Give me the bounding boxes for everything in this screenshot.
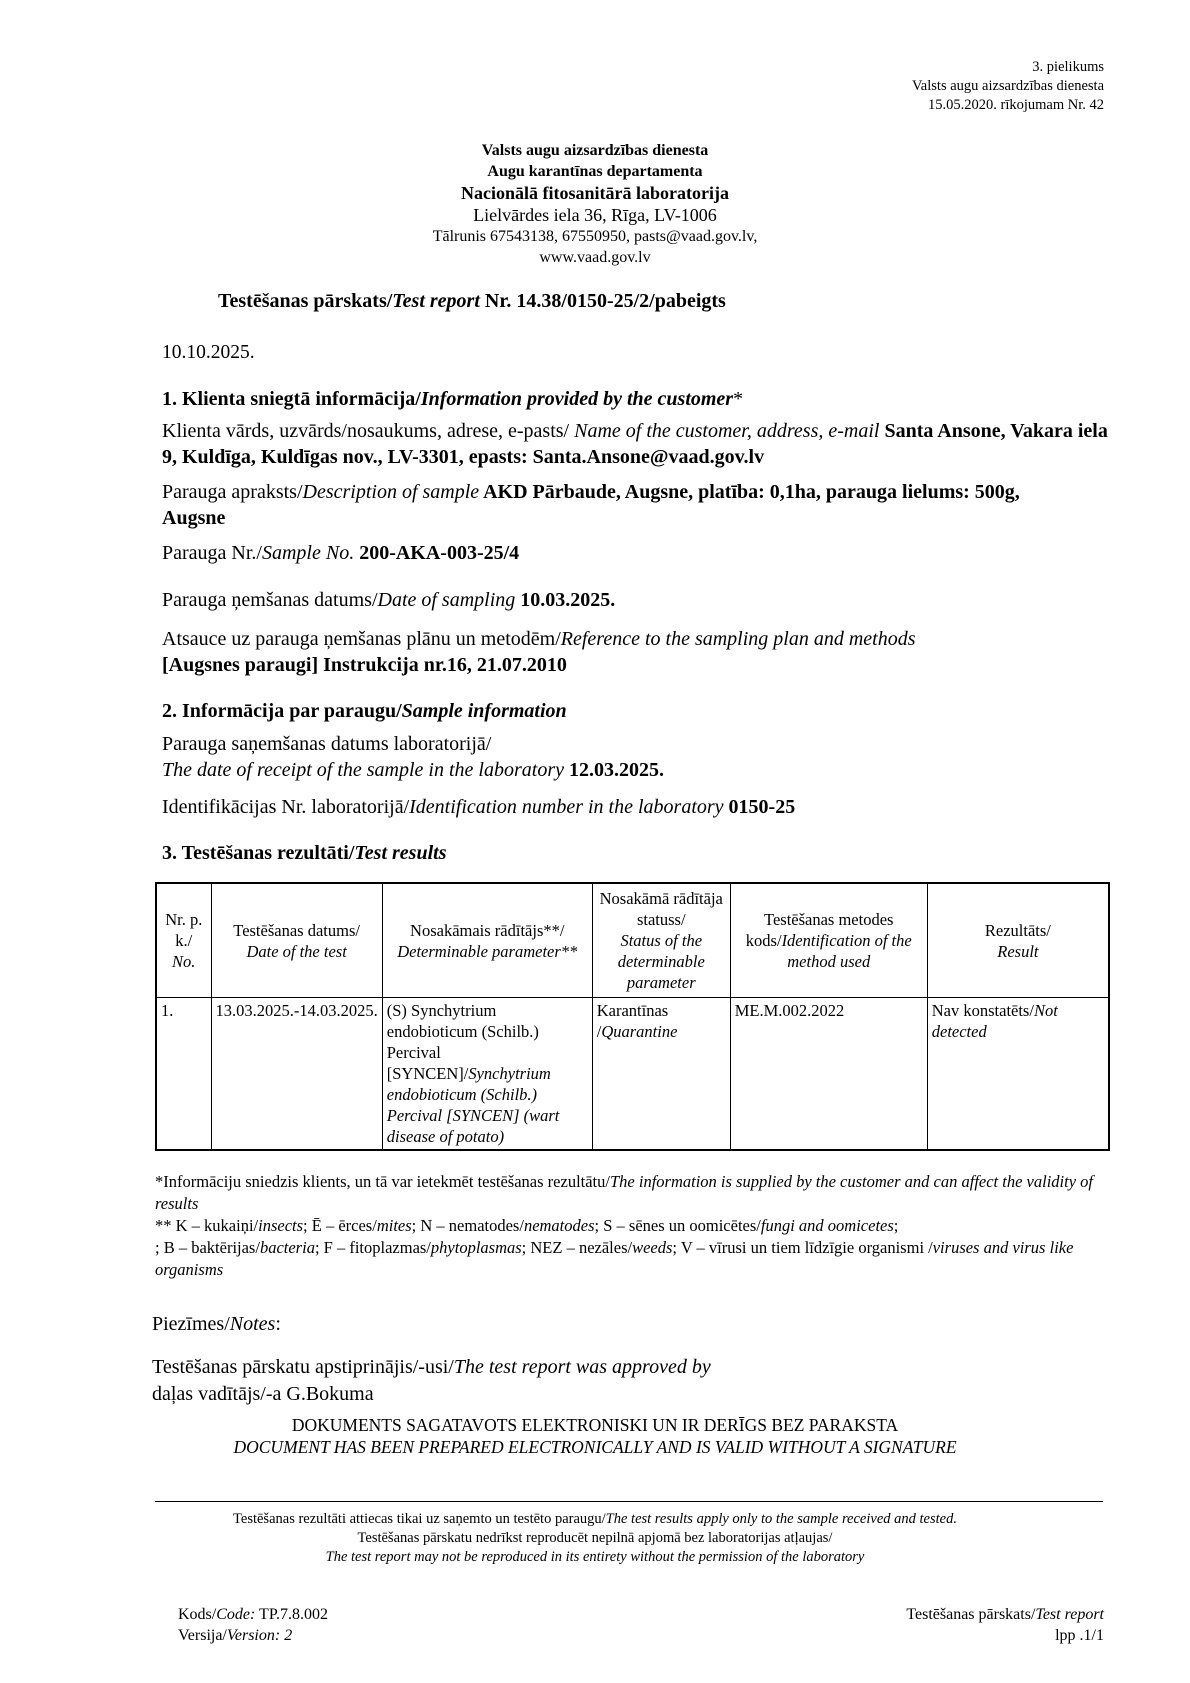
fn-s-en: fungi and oomicetes xyxy=(760,1216,894,1235)
fn-k: ** K – kukaiņi/ xyxy=(155,1216,259,1235)
lab-identification xyxy=(162,794,1122,820)
organization-header xyxy=(0,140,1190,268)
document-code xyxy=(178,1604,328,1646)
notes-lv: Piezīmes/ xyxy=(152,1313,230,1335)
notes xyxy=(152,1313,281,1336)
header-date-en: Date of the test xyxy=(246,941,347,961)
section-1-heading-en: Information provided by the customer xyxy=(420,388,734,410)
cell-param-lv: (S) Synchytrium endobioticum (Schilb.) Percival [SYNCEN]/ xyxy=(386,1001,539,1083)
sample-desc-label-en: Description of sample xyxy=(302,481,480,503)
disclaimer-1-en: The test results apply only to the sample received and tested. xyxy=(605,1511,957,1527)
laboratory-name: Nacionālā fitosanitārā laboratorija xyxy=(461,183,729,203)
org-name: Valsts augu aizsardzības dienesta xyxy=(481,142,709,159)
fn-n: ; N – nematodes/ xyxy=(411,1216,524,1235)
notes-en: Notes xyxy=(229,1313,276,1335)
fn-nez: ; NEZ – nezāles/ xyxy=(521,1238,633,1257)
cell-param-en: Synchytrium endobioticum (Schilb.) Percival [SYNCEN] (wart disease of potato) xyxy=(386,1064,560,1146)
sampling-date-label-lv: Parauga ņemšanas datums/ xyxy=(162,589,378,611)
cell-result xyxy=(927,998,1109,1151)
fn-b: ; B – baktērijas/ xyxy=(155,1238,260,1257)
customer-value: Santa Ansone, Vakara iela 9, Kuldīga, Kuldīgas nov., LV-3301, epasts: Santa.Ansone@vaad.gov.lv xyxy=(162,420,1108,468)
header-result xyxy=(927,883,1109,998)
header-result-lv: Rezultāts/ xyxy=(984,920,1051,940)
disclaimer-3: The test report may not be reproduced in its entirety without the permission of the laboratory xyxy=(325,1549,865,1565)
approval-en: The test report was approved by xyxy=(453,1356,711,1378)
code-label-en: Code: xyxy=(216,1606,256,1623)
id-value: 0150-25 xyxy=(723,796,796,818)
approval xyxy=(152,1354,711,1408)
header-parameter xyxy=(382,883,592,998)
cell-status-en: Quarantine xyxy=(601,1022,678,1041)
fn-b-en: bacteria xyxy=(259,1238,315,1257)
fn-e-en: mites xyxy=(376,1216,412,1235)
table-row xyxy=(156,998,1109,1151)
header-method xyxy=(730,883,927,998)
cell-nr: 1. xyxy=(156,998,211,1151)
annex-line-2: Valsts augu aizsardzības dienesta xyxy=(911,78,1104,94)
code-label-lv: Kods/ xyxy=(178,1606,217,1623)
section-3-heading xyxy=(162,840,1122,866)
table-header-row xyxy=(156,883,1109,998)
electronic-notice-lv: DOKUMENTS SAGATAVOTS ELEKTRONISKI UN IR DERĪGS BEZ PARAKSTA xyxy=(291,1415,899,1435)
footer-report-lv: Testēšanas pārskats/ xyxy=(906,1606,1036,1623)
fn-n-en: nematodes xyxy=(523,1216,595,1235)
header-nr-lv: Nr. p. k./ xyxy=(165,910,203,950)
plan-label-lv: Atsauce uz parauga ņemšanas plānu un metodēm/ xyxy=(162,628,561,650)
header-result-en: Result xyxy=(997,941,1039,961)
page-info xyxy=(906,1604,1104,1646)
section-1-heading-lv: 1. Klienta sniegtā informācija/ xyxy=(162,388,421,410)
fn-v: ; V – vīrusi un tiem līdzīgie organismi / xyxy=(672,1238,933,1257)
id-label-lv: Identifikācijas Nr. laboratorijā/ xyxy=(162,796,410,818)
header-date-lv: Testēšanas datums/ xyxy=(233,920,360,940)
approver-name: daļas vadītājs/-a G.Bokuma xyxy=(152,1383,374,1405)
title-lv: Testēšanas pārskats/ xyxy=(218,290,393,312)
electronic-document-notice xyxy=(0,1414,1190,1458)
header-nr-en: No. xyxy=(172,952,196,971)
annex-line-3: 15.05.2020. rīkojumam Nr. 42 xyxy=(927,97,1104,113)
header-status-lv: Nosakāmā rādītāja statuss/ xyxy=(599,889,723,929)
plan-value: [Augsnes paraugi] Instrukcija nr.16, 21.07.2010 xyxy=(162,654,567,676)
fn-s: ; S – sēnes un oomicētes/ xyxy=(594,1216,761,1235)
footnote-1-en: The information is supplied by the customer and can affect the validity of results xyxy=(155,1172,1093,1213)
version-label-en: Version: 2 xyxy=(226,1627,293,1644)
section-1-heading-mark: * xyxy=(733,388,744,410)
version-label-lv: Versija/ xyxy=(178,1627,227,1644)
laboratory-contacts: Tālrunis 67543138, 67550950, pasts@vaad.gov.lv, xyxy=(432,228,758,245)
fn-e: ; Ē – ērces/ xyxy=(303,1216,377,1235)
disclaimer xyxy=(0,1510,1190,1567)
section-1-heading xyxy=(162,386,1122,412)
page-number: lpp .1/1 xyxy=(1055,1627,1104,1644)
id-label-en: Identification number in the laboratory xyxy=(409,796,724,818)
cell-parameter xyxy=(382,998,592,1151)
sampling-plan-reference xyxy=(162,626,1122,678)
annex-reference xyxy=(912,58,1104,115)
fn-nez-en: weeds xyxy=(632,1238,673,1257)
cell-status xyxy=(592,998,730,1151)
customer-label-en: Name of the customer, address, e-mail xyxy=(574,420,880,442)
notes-colon: : xyxy=(275,1313,281,1335)
header-status-en: Status of the determinable parameter xyxy=(617,931,705,992)
fn-f: ; F – fitoplazmas/ xyxy=(314,1238,431,1257)
customer-info xyxy=(162,418,1112,470)
code-value: TP.7.8.002 xyxy=(255,1606,328,1623)
cell-method: ME.M.002.2022 xyxy=(730,998,927,1151)
sampling-date-label-en: Date of sampling xyxy=(377,589,516,611)
sample-description xyxy=(162,479,1062,531)
section-3-heading-en: Test results xyxy=(354,842,447,864)
electronic-notice-en: DOCUMENT HAS BEEN PREPARED ELECTRONICALLY AND IS VALID WITHOUT A SIGNATURE xyxy=(233,1437,957,1457)
approval-lv: Testēšanas pārskatu apstiprinājis/-usi/ xyxy=(152,1356,454,1378)
section-2-heading-lv: 2. Informācija par paraugu/ xyxy=(162,700,402,722)
fn-v-en: viruses and virus like organisms xyxy=(155,1238,1074,1279)
header-method-en: Identification of the method used xyxy=(781,931,912,971)
footnote-1-lv: *Informāciju sniedzis klients, un tā var ietekmēt testēšanas rezultātu/ xyxy=(155,1172,610,1191)
footnote-2: ** K – kukaiņi/insects; Ē – ērces/mites; N – nematodes/nematodes; S – sēnes un oomicētes/fungi and oomicetes; ; B – baktērijas/bacteria; F – fitoplazmas/phytoplasmas; NEZ – nezāles/weeds; V – vīrusi un tiem līdzīgie organismi /viruses and virus like organisms xyxy=(155,1216,1074,1279)
header-date xyxy=(211,883,382,998)
laboratory-address: Lielvārdes iela 36, Rīga, LV-1006 xyxy=(473,205,717,225)
sample-no-label-lv: Parauga Nr./ xyxy=(162,542,262,564)
footer-report-en: Test report xyxy=(1035,1606,1104,1623)
sample-no-label-en: Sample No. xyxy=(261,542,355,564)
test-results-table xyxy=(155,882,1110,1151)
header-param-lv: Nosakāmais rādītājs**/ xyxy=(410,920,565,940)
department-name: Augu karantīnas departamenta xyxy=(487,163,703,180)
disclaimer-1-lv: Testēšanas rezultāti attiecas tikai uz saņemto un testēto paraugu/ xyxy=(233,1511,606,1527)
cell-status-lv: Karantīnas / xyxy=(596,1001,669,1041)
receipt-date xyxy=(162,731,1122,783)
sample-desc-label-lv: Parauga apraksts/ xyxy=(162,481,303,503)
sample-desc-value: AKD Pārbaude, Augsne, platība: 0,1ha, parauga lielums: 500g, Augsne xyxy=(162,481,1020,529)
footer-divider xyxy=(155,1501,1103,1502)
header-nr xyxy=(156,883,211,998)
table-footnotes xyxy=(155,1171,1105,1281)
sampling-date xyxy=(162,587,1122,613)
customer-label-lv: Klienta vārds, uzvārds/nosaukums, adrese, e-pasts/ xyxy=(162,420,575,442)
cell-result-en: Not detected xyxy=(931,1001,1058,1041)
cell-date: 13.03.2025.-14.03.2025. xyxy=(211,998,382,1151)
report-date: 10.10.2025. xyxy=(162,342,255,363)
header-method-lv: Testēšanas metodes kods/ xyxy=(745,910,894,950)
annex-line-1: 3. pielikums xyxy=(1032,59,1104,75)
section-3-heading-lv: 3. Testēšanas rezultāti/ xyxy=(162,842,355,864)
receipt-value: 12.03.2025. xyxy=(563,759,664,781)
section-2-heading xyxy=(162,698,1122,724)
header-status xyxy=(592,883,730,998)
receipt-label-lv: Parauga saņemšanas datums laboratorijā/ xyxy=(162,733,492,755)
sample-no-value: 200-AKA-003-25/4 xyxy=(354,542,520,564)
section-2-heading-en: Sample information xyxy=(401,700,567,722)
fn-k-en: insects xyxy=(258,1216,304,1235)
sampling-date-value: 10.03.2025. xyxy=(515,589,616,611)
cell-result-lv: Nav konstatēts/ xyxy=(931,1001,1034,1020)
laboratory-website: www.vaad.gov.lv xyxy=(539,249,651,266)
plan-label-en: Reference to the sampling plan and methods xyxy=(560,628,916,650)
sample-number xyxy=(162,540,1122,566)
report-title xyxy=(218,290,726,313)
header-param-en: Determinable parameter** xyxy=(397,941,578,961)
receipt-label-en: The date of receipt of the sample in the laboratory xyxy=(162,759,564,781)
fn-f-en: phytoplasmas xyxy=(430,1238,522,1257)
disclaimer-2: Testēšanas pārskatu nedrīkst reproducēt nepilnā apjomā bez laboratorijas atļaujas/ xyxy=(357,1530,833,1546)
report-number: Nr. 14.38/0150-25/2/pabeigts xyxy=(479,290,726,312)
title-en: Test report xyxy=(392,290,480,312)
